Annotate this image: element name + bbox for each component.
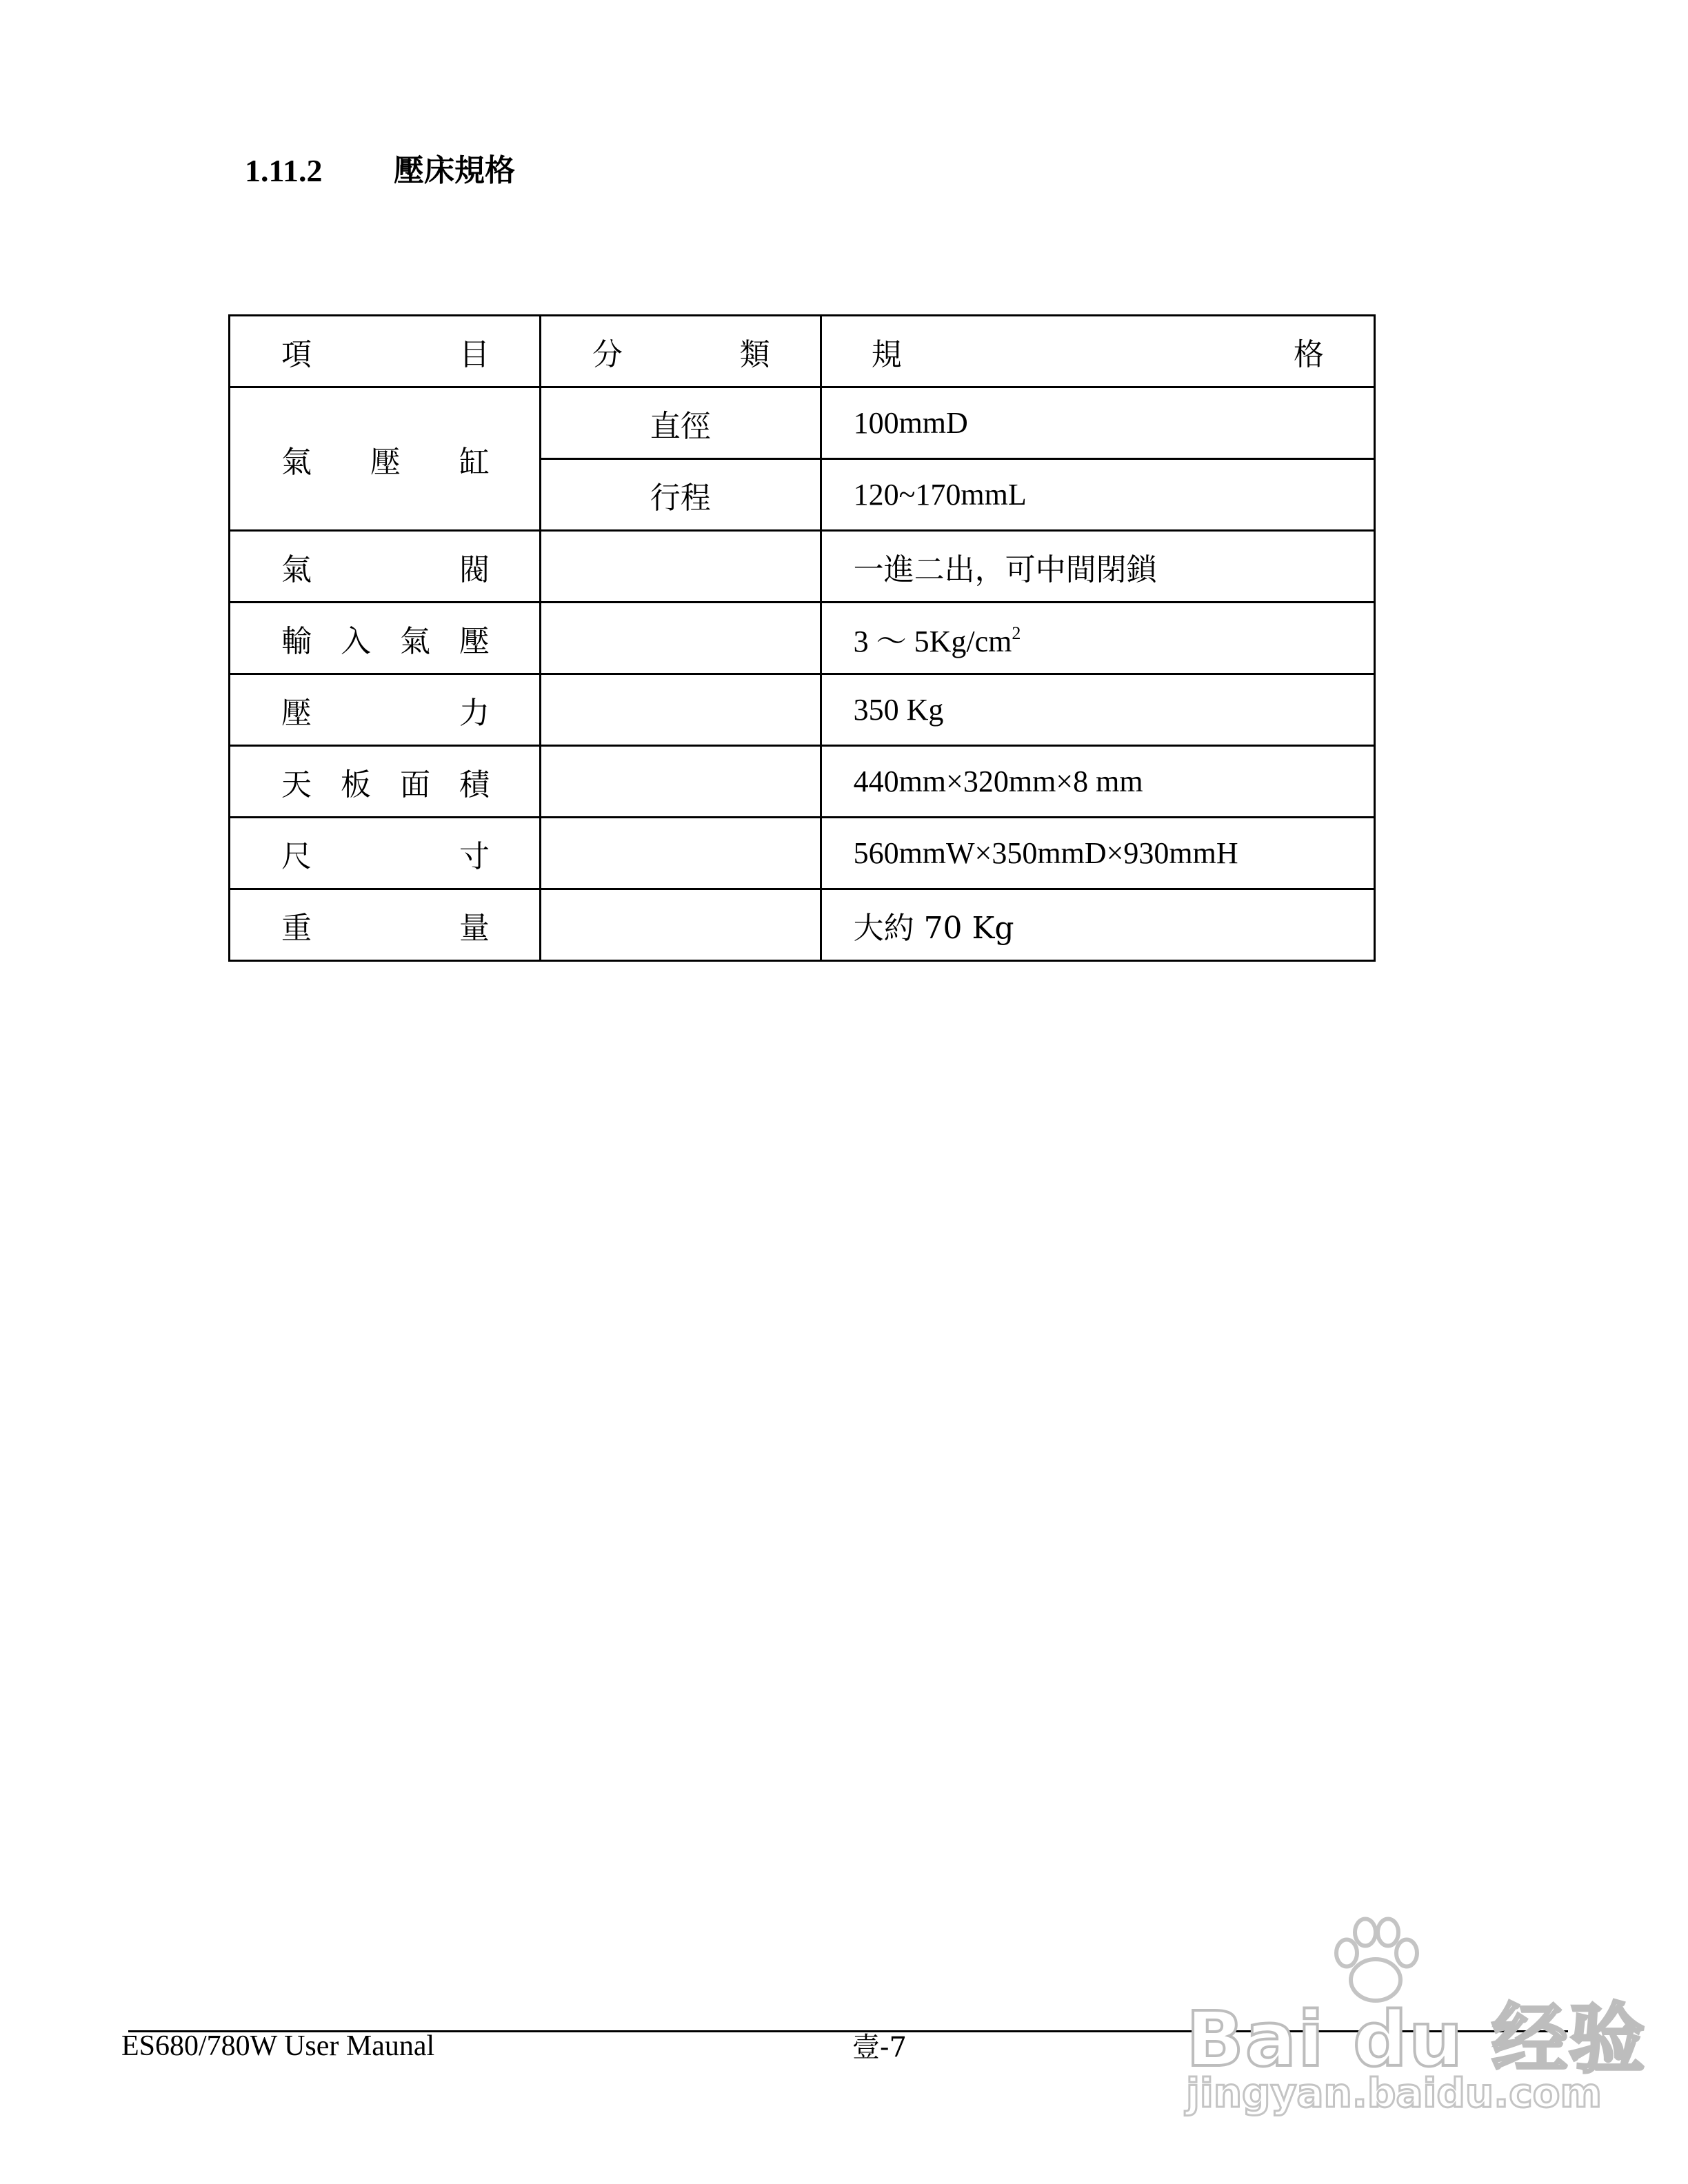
footer-page-number: 壹-7 [852, 2032, 907, 2063]
table-row [230, 818, 1375, 889]
row-spec: 350 Kg [821, 674, 1374, 746]
row-category [540, 531, 821, 603]
footer-manual-title: ES680/780W User Maunal [121, 2030, 435, 2062]
table-row [230, 603, 1375, 674]
table-row [230, 531, 1375, 603]
row-spec: 440mm×320mm×8 mm [821, 746, 1374, 818]
table-row [230, 387, 1375, 459]
row-item: 重 量 [230, 889, 541, 961]
row-category [540, 603, 821, 674]
section-number: 1.11.2 [245, 153, 323, 188]
row-spec: 560mmW×350mmD×930mmH [821, 818, 1374, 889]
table-row [230, 746, 1375, 818]
spec-table [228, 314, 1376, 962]
row-category: 直徑 [540, 387, 821, 459]
row-spec: 3 ～ $5Kg/cm^2$ [821, 603, 1374, 674]
watermark-url: jingyan.baidu.com [1186, 2070, 1602, 2116]
row-spec: 120~170mmL [821, 459, 1374, 531]
row-spec: 大約 70 Kg [821, 889, 1374, 961]
row-spec: 100mmD [821, 387, 1374, 459]
row-item: 天 板 面 積 [230, 746, 541, 818]
watermark-brand: Bai du 经验 [1186, 1995, 1647, 2083]
row-spec: 一進二出，可中間閉鎖 [821, 531, 1374, 603]
header-item: 項 目 [230, 316, 541, 387]
row-item: 氣 閥 [230, 531, 541, 603]
table-header-row [230, 316, 1375, 387]
row-category [540, 818, 821, 889]
row-item: 壓 力 [230, 674, 541, 746]
row-item-cylinder: 氣 壓 缸 [230, 387, 541, 531]
header-category: 分 類 [540, 316, 821, 387]
row-category: 行程 [540, 459, 821, 531]
row-item: 輸 入 氣 壓 [230, 603, 541, 674]
row-category [540, 889, 821, 961]
row-item: 尺 寸 [230, 818, 541, 889]
section-heading [245, 150, 515, 192]
row-category [540, 674, 821, 746]
baidu-watermark [1172, 1910, 1647, 2116]
header-spec: 規 格 [821, 316, 1374, 387]
table-row [230, 674, 1375, 746]
section-title: 壓床規格 [394, 153, 515, 188]
row-category [540, 746, 821, 818]
table-row [230, 889, 1375, 961]
